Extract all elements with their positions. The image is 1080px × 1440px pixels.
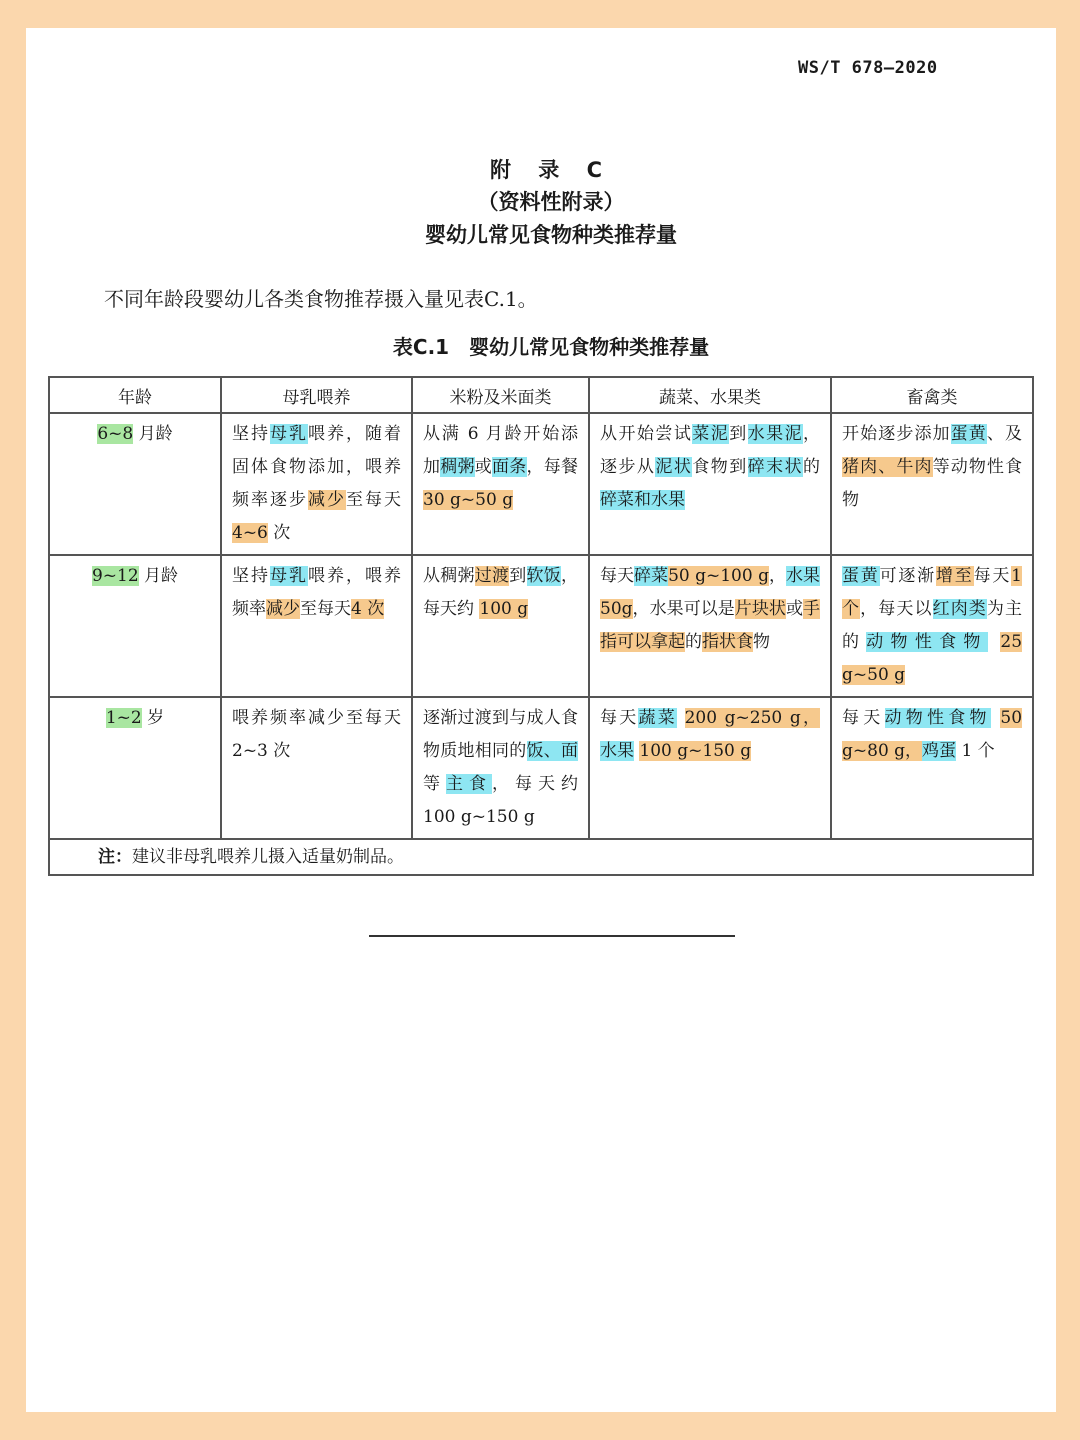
grain-cell: 从稠粥过渡到软饭，每天约 100 g — [412, 555, 589, 697]
table-note — [49, 839, 1033, 875]
note-label: 注： — [98, 847, 132, 867]
table-note-row — [49, 839, 1033, 875]
appendix-type: （资料性附录） — [477, 190, 625, 214]
column-header-meat: 畜禽类 — [831, 377, 1033, 413]
age-unit: 月龄 — [138, 566, 179, 586]
age-range: 6~8 — [97, 424, 134, 444]
appendix-label: 附 录 C — [489, 158, 613, 182]
appendix-title: 婴幼儿常见食物种类推荐量 — [425, 223, 677, 247]
age-range: 9~12 — [91, 566, 139, 586]
meat-cell: 蛋黄可逐渐增至每天1 个，每天以红肉类为主的动物性食物 25 g~50 g — [831, 555, 1033, 697]
standard-number: WS/T 678—2020 — [798, 58, 938, 78]
intro-paragraph: 不同年龄段婴幼儿各类食物推荐摄入量见表C.1。 — [104, 287, 538, 311]
column-header-breastfeeding: 母乳喂养 — [221, 377, 412, 413]
age-unit: 岁 — [141, 708, 165, 728]
age-cell — [49, 697, 221, 839]
breastfeeding-cell: 坚持母乳喂养，随着固体食物添加，喂养频率逐步减少至每天 4~6 次 — [221, 413, 412, 555]
document-page — [26, 28, 1056, 1412]
meat-cell: 开始逐步添加蛋黄、及猪肉、牛肉等动物性食物 — [831, 413, 1033, 555]
vegetable-fruit-cell: 每天蔬菜 200 g~250 g， 水果 100 g~150 g — [589, 697, 831, 839]
grain-cell: 从满 6 月龄开始添加稠粥或面条，每餐 30 g~50 g — [412, 413, 589, 555]
breastfeeding-cell: 坚持母乳喂养，喂养频率减少至每天4 次 — [221, 555, 412, 697]
grain-cell: 逐渐过渡到与成人食物质地相同的饭、面等主食，每天约 100 g~150 g — [412, 697, 589, 839]
note-text: 建议非母乳喂养儿摄入适量奶制品。 — [132, 847, 404, 867]
column-header-age: 年龄 — [49, 377, 221, 413]
table-caption: 表C.1 婴幼儿常见食物种类推荐量 — [392, 335, 710, 359]
age-unit: 月龄 — [133, 424, 173, 444]
column-header-grain: 米粉及米面类 — [412, 377, 589, 413]
table-row — [49, 697, 1033, 839]
vegetable-fruit-cell: 从开始尝试菜泥到水果泥，逐步从泥状食物到碎末状的碎菜和水果 — [589, 413, 831, 555]
end-rule — [369, 935, 735, 937]
age-cell — [49, 555, 221, 697]
vegetable-fruit-cell: 每天碎菜50 g~100 g，水果50g，水果可以是片块状或手指可以拿起的指状食物 — [589, 555, 831, 697]
meat-cell: 每天动物性食物 50 g~80 g，鸡蛋 1 个 — [831, 697, 1033, 839]
breastfeeding-cell: 喂养频率减少至每天 2~3 次 — [221, 697, 412, 839]
table-header-row — [49, 377, 1033, 413]
age-cell — [49, 413, 221, 555]
age-range: 1~2 — [105, 708, 142, 728]
column-header-vegetable-fruit: 蔬菜、水果类 — [589, 377, 831, 413]
table-row — [49, 555, 1033, 697]
table-row — [49, 413, 1033, 555]
food-recommendation-table — [48, 376, 1034, 876]
